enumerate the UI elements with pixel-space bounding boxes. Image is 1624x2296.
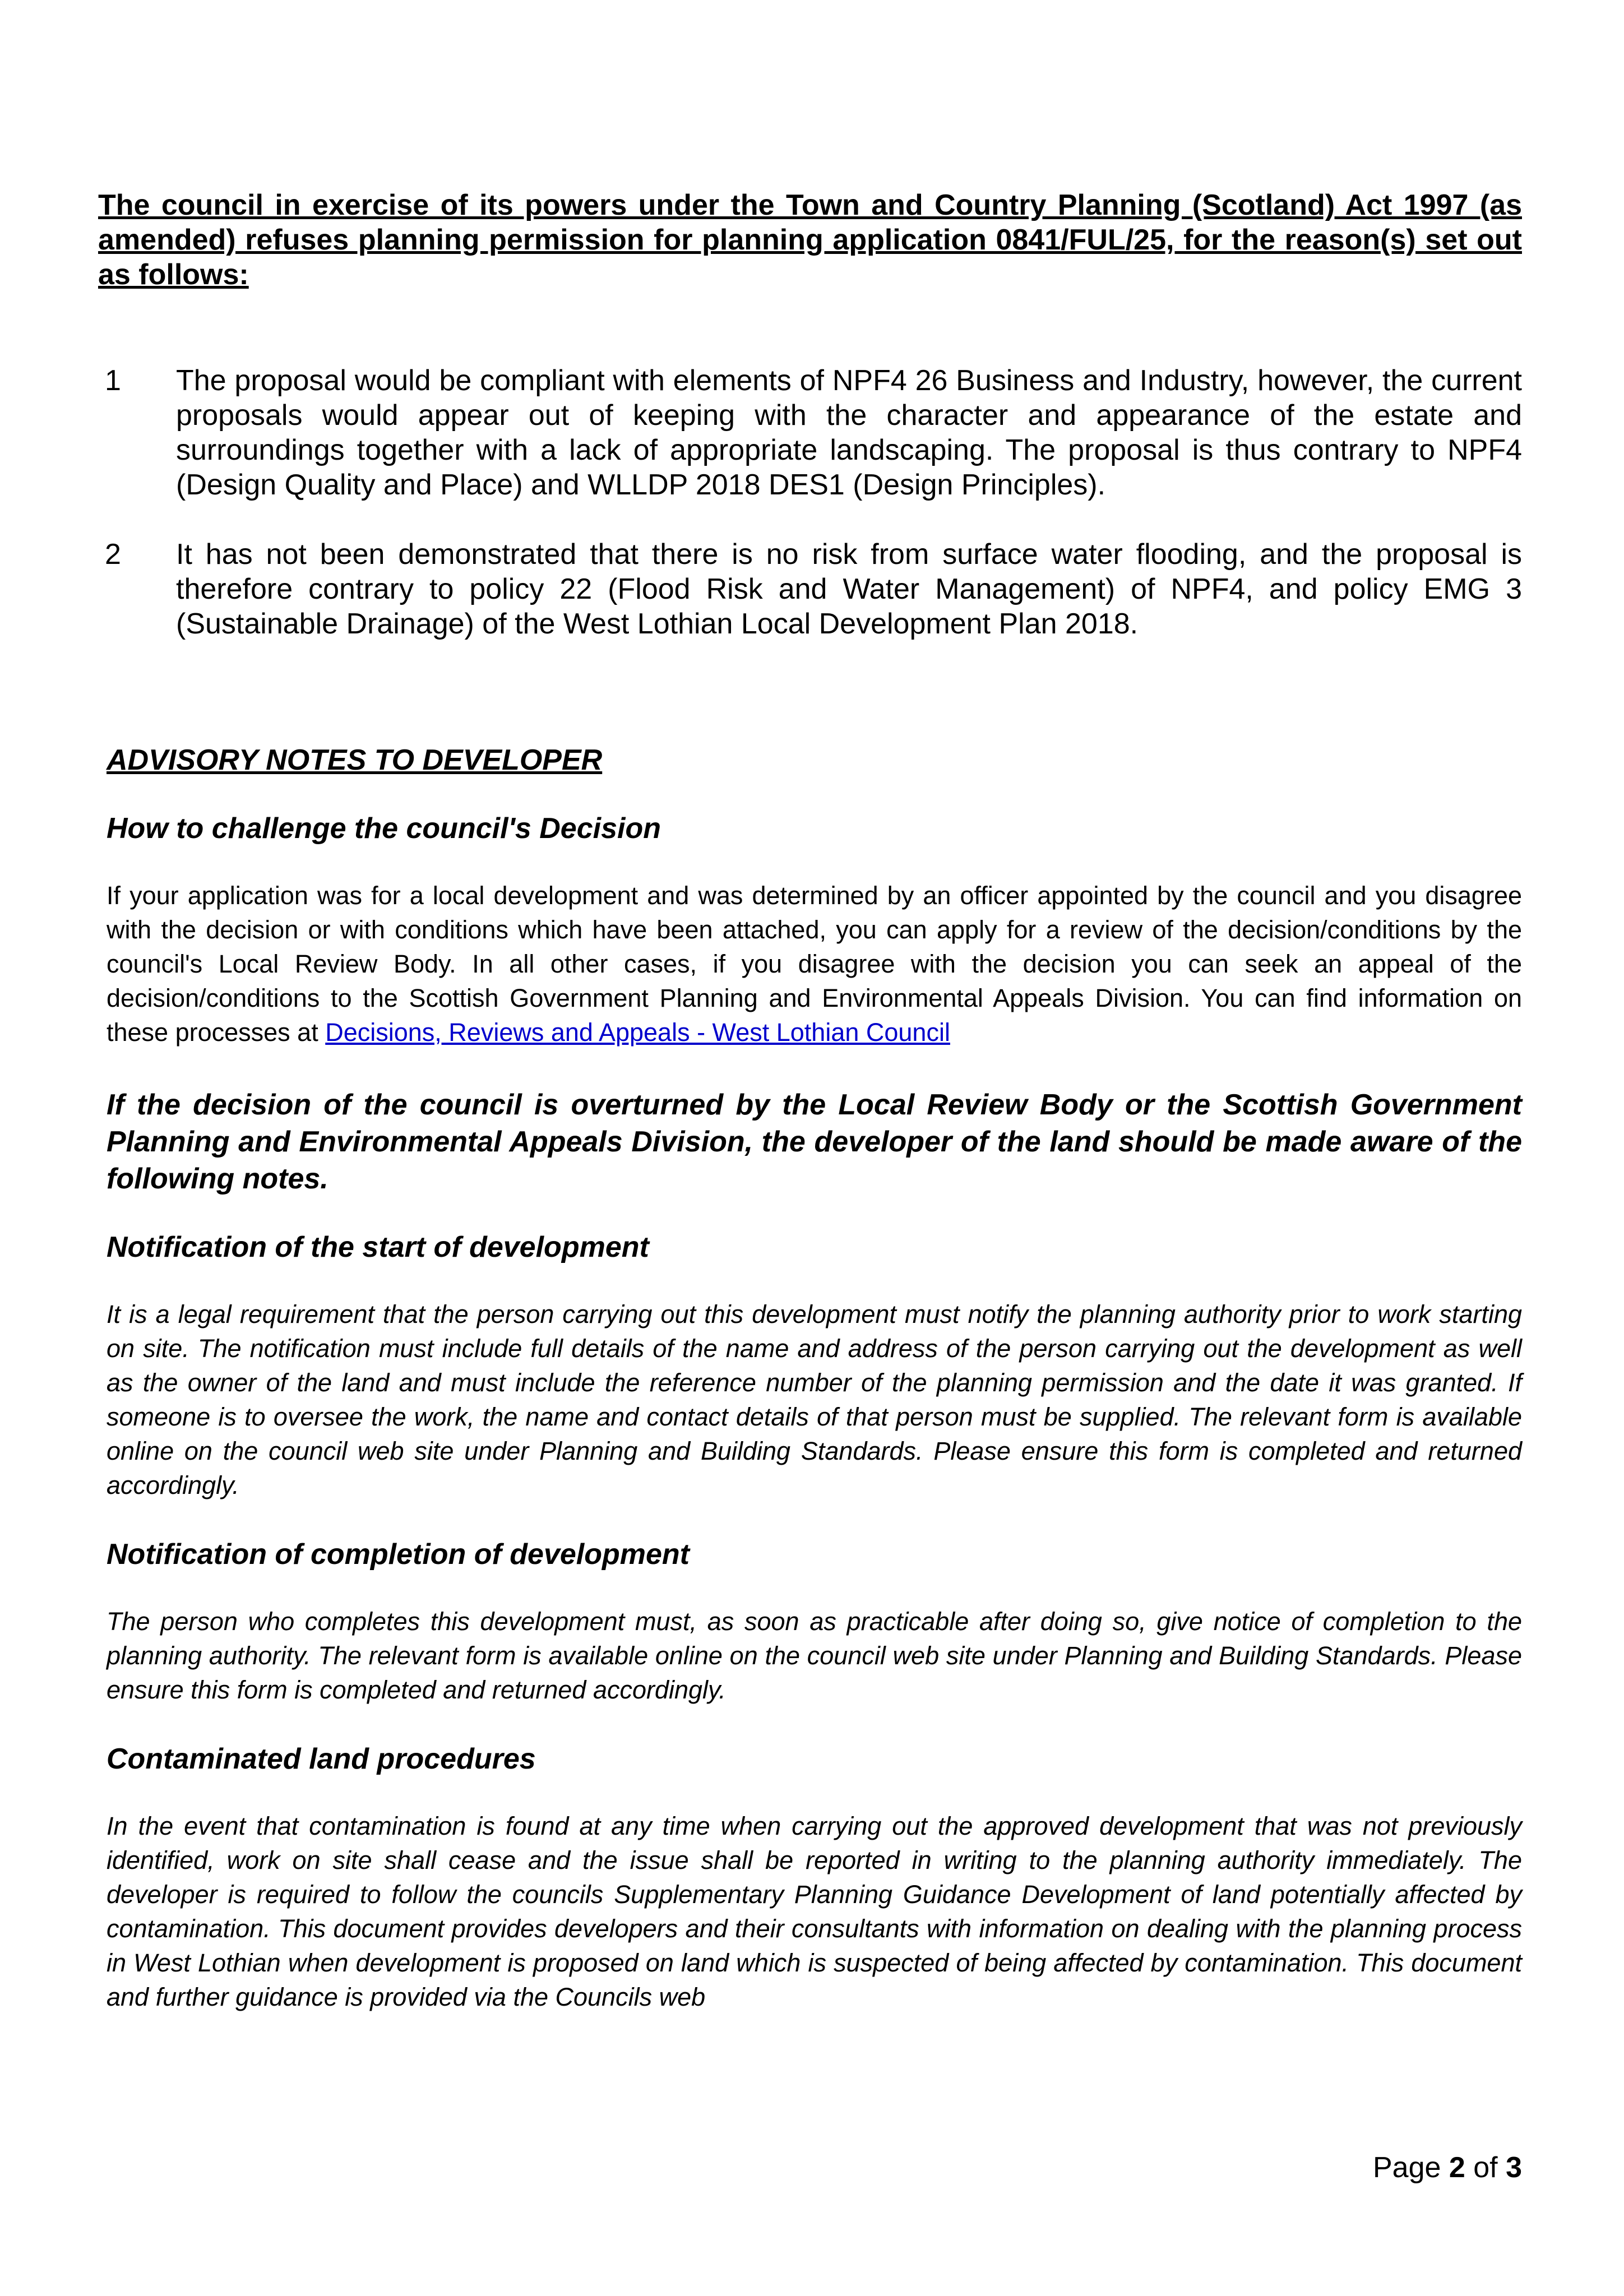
overturned-notice: If the decision of the council is overturned by the Local Review Body or the Scottish Government Planning and Environmental Appeals Division, the developer of the land should be made aware of the following notes. — [107, 1089, 1522, 1195]
completion-paragraph: The person who completes this development must, as soon as practicable after doing so, give notice of completion to the planning authority. The relevant form is available online on the council web site under Planning and Building Standards. Please ensure this form is completed and returned accordingly. — [107, 1607, 1522, 1704]
reason-text: It has not been demonstrated that there is no risk from surface water flooding, and the proposal is therefore contrary to policy 22 (Flood Risk and Water Management) of NPF4, and policy EMG 3 (Sustainable Drainage) of the West Lothian Local Development Plan 2018. — [176, 538, 1522, 640]
reason-item — [98, 537, 1522, 641]
reason-number: 2 — [105, 538, 121, 571]
start-heading: Notification of the start of development — [107, 1231, 649, 1263]
page-of: of — [1465, 2151, 1506, 2184]
reasons-list — [98, 363, 1522, 676]
challenge-paragraph — [107, 878, 1522, 1049]
page-prefix: Page — [1373, 2151, 1449, 2184]
decision-heading: The council in exercise of its powers under the Town and Country Planning (Scotland) Act 1997 (as amended) refuses planning permission for planning application 0841/FUL/25, for the reason(s) set out as follows: — [98, 189, 1522, 291]
completion-heading: Notification of completion of development — [107, 1538, 690, 1571]
reason-item — [98, 363, 1522, 502]
start-paragraph: It is a legal requirement that the person carrying out this development must notify the planning authority prior to work starting on site. The notification must include full details of the name and address of the person carrying out the development as well as the owner of the land and must include the reference number of the planning permission and the date it was granted. If someone is to oversee the work, the name and contact details of that person must be supplied. The relevant form is available online on the council web site under Planning and Building Standards. Please ensure this form is completed and returned accordingly. — [107, 1300, 1522, 1499]
page-current: 2 — [1449, 2151, 1465, 2184]
advisory-notes — [107, 743, 1522, 2049]
page-total: 3 — [1506, 2151, 1522, 2184]
reason-text: The proposal would be compliant with elements of NPF4 26 Business and Industry, however, the current proposals would appear out of keeping with the character and appearance of the estate and surroundings together with a lack of appropriate landscaping. The proposal is thus contrary to NPF4 (Design Quality and Place) and WLLDP 2018 DES1 (Design Principles). — [176, 364, 1522, 501]
contaminated-paragraph: In the event that contamination is found at any time when carrying out the approved development that was not previously identified, work on site shall cease and the issue shall be reported in writing to the planning authority immediately. The developer is required to follow the councils Supplementary Planning Guidance Development of land potentially affected by contamination. This document provides developers and their consultants with information on dealing with the planning process in West Lothian when development is proposed on land which is suspected of being affected by contamination. This document and further guidance is provided via the Councils web — [107, 1812, 1522, 2011]
page-number — [1373, 2150, 1522, 2185]
challenge-heading: How to challenge the council's Decision — [107, 812, 661, 845]
advisory-heading: ADVISORY NOTES TO DEVELOPER — [107, 744, 603, 776]
decisions-appeals-link[interactable]: Decisions, Reviews and Appeals - West Lothian Council — [325, 1018, 950, 1047]
reason-number: 1 — [105, 364, 121, 397]
contaminated-heading: Contaminated land procedures — [107, 1743, 536, 1775]
challenge-text: If your application was for a local development and was determined by an officer appointed by the council and you disagree with the decision or with conditions which have been attached, you can apply for a review of the decision/conditions by the council's Local Review Body. In all other cases, if you disagree with the decision you can seek an appeal of the decision/conditions to the Scottish Government Planning and Environmental Appeals Division. You can find information on these processes at — [107, 881, 1522, 1047]
